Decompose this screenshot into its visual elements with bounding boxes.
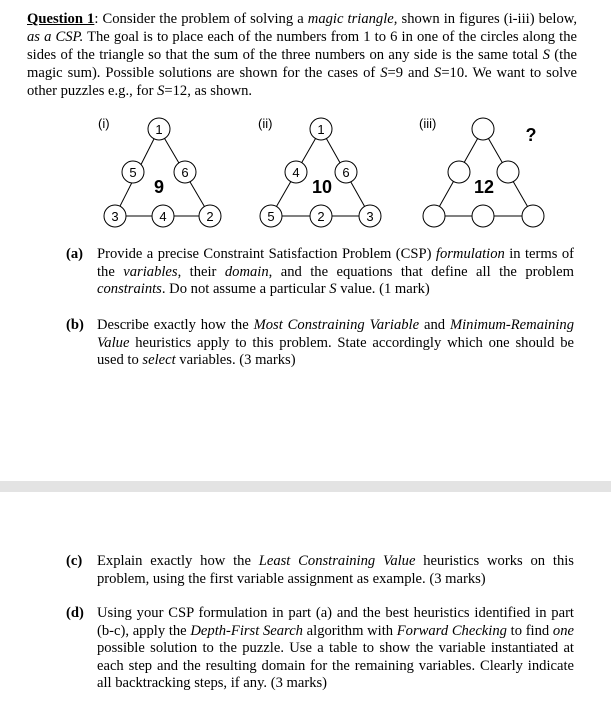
part-b-text: Describe exactly how the Most Constraining Variable and Minimum-Remaining Value heuristics apply to this problem. State accordingly which one should be used to select variables. (3 marks) bbox=[97, 317, 574, 368]
node-bottom-mid: 2 bbox=[317, 209, 325, 224]
part-d-text: Using your CSP formulation in part (a) and the best heuristics identified in part (b-c), apply the Depth-First Search algorithm with Forward Checking to find one possible solution to the puzzle. Use a table to show the variable instantiated at each step and the resulting domain for the remaining variables. Clearly indicate all backtracking steps, if any. (3 marks) bbox=[97, 605, 574, 691]
node-left-mid: 4 bbox=[292, 165, 300, 180]
unknown-value-mark: ? bbox=[525, 125, 537, 145]
node-top: 1 bbox=[317, 122, 325, 137]
node-bottom-left: 5 bbox=[267, 209, 275, 224]
part-c-label: (c) bbox=[66, 553, 83, 569]
node-bottom-right: 3 bbox=[366, 209, 374, 224]
magic-sum: 10 bbox=[311, 177, 333, 197]
part-a-label: (a) bbox=[66, 246, 84, 262]
figure-iii-label: (iii) bbox=[419, 116, 437, 131]
node-bottom-left: 3 bbox=[111, 209, 119, 224]
part-a bbox=[66, 246, 574, 299]
node-left-mid: 5 bbox=[129, 165, 137, 180]
question-intro: Question 1: Consider the problem of solving a magic triangle, shown in figures (i-iii) below, as a CSP. The goal is to place each of the numbers from 1 to 6 in one of the circles along the sides of the triangle so that the sum of the three numbers on any side is the same total S (the magic sum). Possible solutions are shown for the cases of S=9 and S=10. We want to solve other puzzles e.g., for S=12, as shown. bbox=[27, 11, 578, 99]
magic-sum: 9 bbox=[153, 177, 165, 197]
part-c bbox=[66, 553, 574, 588]
part-b-label: (b) bbox=[66, 317, 84, 333]
figure-ii bbox=[258, 116, 381, 227]
magic-triangle-figures bbox=[0, 112, 611, 242]
node-right-mid: 6 bbox=[181, 165, 189, 180]
figures-svg bbox=[0, 112, 611, 242]
node-bottom-mid: 4 bbox=[159, 209, 167, 224]
node-top: 1 bbox=[155, 122, 163, 137]
part-d-label: (d) bbox=[66, 605, 84, 621]
page-break-divider bbox=[0, 481, 611, 492]
part-a-text: Provide a precise Constraint Satisfaction Problem (CSP) formulation in terms of the variables, their domain, and the equations that define all the problem constraints. Do not assume a particular S value. (1 mark) bbox=[97, 246, 574, 297]
magic-sum: 12 bbox=[473, 177, 495, 197]
figure-i bbox=[98, 116, 221, 227]
figure-i-label: (i) bbox=[98, 116, 110, 131]
part-b bbox=[66, 317, 574, 370]
question-label: Question 1 bbox=[27, 11, 95, 27]
node-right-mid: 6 bbox=[342, 165, 350, 180]
part-c-text: Explain exactly how the Least Constraining Value heuristics works on this problem, using the first variable assignment as example. (3 marks) bbox=[97, 553, 574, 587]
part-d bbox=[66, 605, 574, 693]
node-bottom-right: 2 bbox=[206, 209, 214, 224]
figure-iii bbox=[419, 116, 544, 227]
figure-ii-label: (ii) bbox=[258, 116, 273, 131]
